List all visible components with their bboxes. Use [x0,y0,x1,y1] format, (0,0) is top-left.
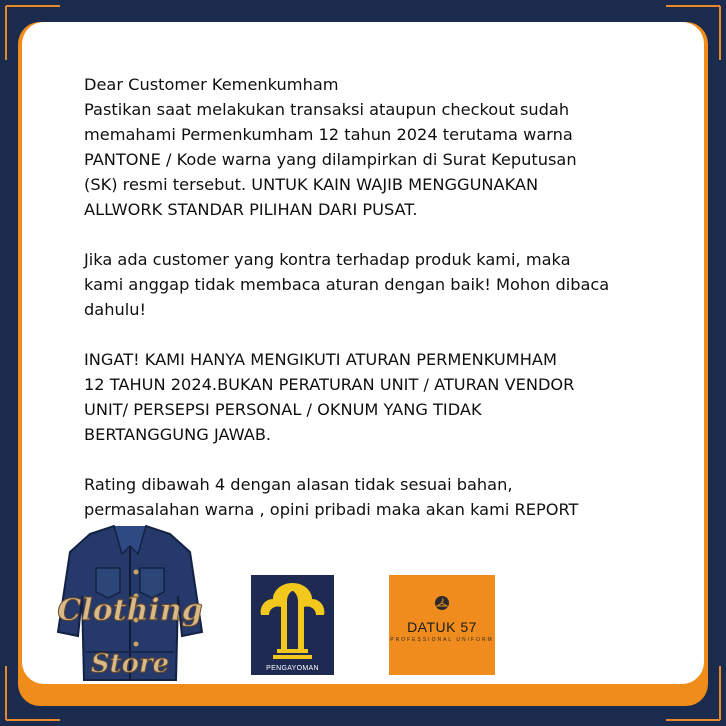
notice-message [84,72,664,547]
hanger-icon [434,595,450,613]
datuk-brand-text: DATUK 57 [407,619,477,635]
pengayoman-tree-icon [251,575,334,661]
pengayoman-logo [251,575,334,675]
contra-warning-paragraph: Jika ada customer yang kontra terhadap produk kami, maka kami anggap tidak membaca aturan dengan baik! Mohon dibaca dahulu! [84,250,610,319]
clothing-store-logo [50,512,210,692]
greeting-paragraph: Dear Customer Kemenkumham Pastikan saat melakukan transaksi ataupun checkout sudah memahami Permenkumham 12 tahun 2024 terutama warna PANTONE / Kode warna yang dilampirkan di Surat Keputusan (SK) resmi tersebut. UNTUK KAIN WAJIB MENGGUNAKAN ALLWORK STANDAR PILIHAN DARI PUSAT. [84,75,577,219]
svg-text:Clothing: Clothing [57,593,203,628]
rating-warning-paragraph: Rating dibawah 4 dengan alasan tidak sesuai bahan, permasalahan warna , opini pribadi maka akan kami REPORT [84,475,579,519]
svg-text:Store: Store [90,649,170,679]
pengayoman-caption: PENGAYOMAN [266,665,319,672]
datuk-57-logo [389,575,495,675]
datuk-subtitle: PROFESSIONAL UNIFORM [390,637,494,643]
rules-reminder-paragraph: INGAT! KAMI HANYA MENGIKUTI ATURAN PERMENKUMHAM 12 TAHUN 2024.BUKAN PERATURAN UNIT / ATURAN VENDOR UNIT/ PERSEPSI PERSONAL / OKNUM YANG TIDAK BERTANGGUNG JAWAB. [84,350,575,444]
